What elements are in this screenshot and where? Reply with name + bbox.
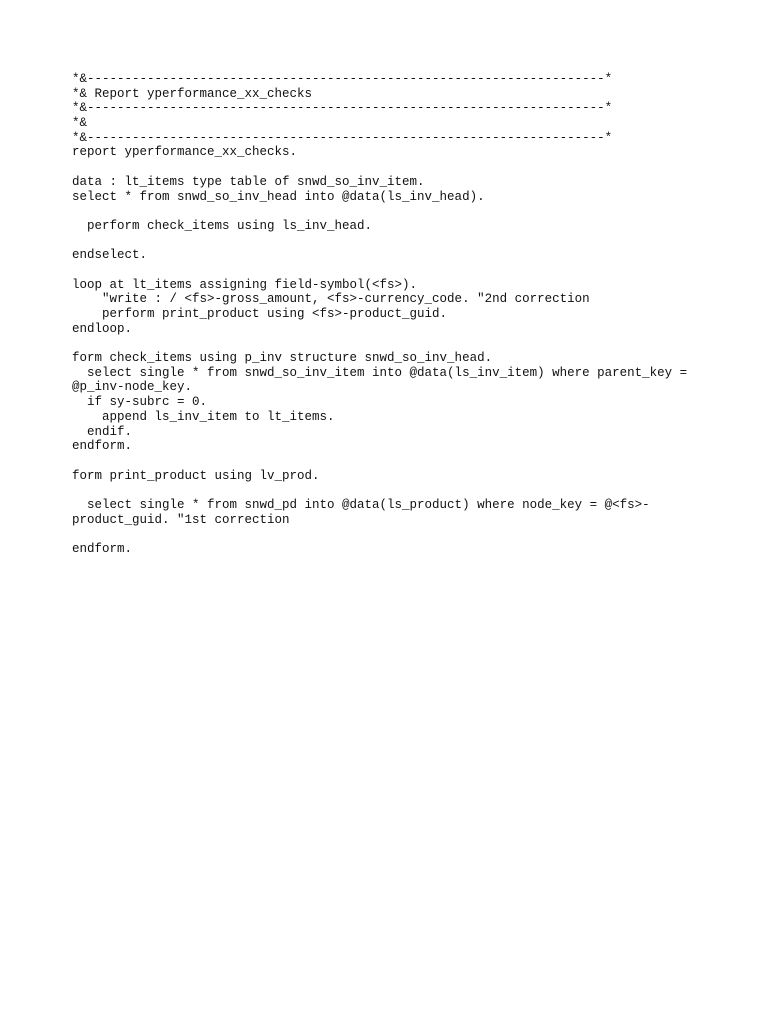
code-document <box>72 72 712 557</box>
code-line: endif. <box>72 424 133 439</box>
code-line: data : lt_items type table of snwd_so_inv_item. <box>72 174 425 189</box>
blank-line <box>72 234 712 249</box>
blank-line <box>72 160 712 175</box>
blank-line <box>72 454 712 469</box>
code-line: form check_items using p_inv structure snwd_so_inv_head. <box>72 351 493 366</box>
code-line: if sy-subrc = 0. <box>72 395 208 410</box>
code-line: endselect. <box>72 248 148 263</box>
comment-line: *& <box>72 116 88 131</box>
code-line: endform. <box>72 542 133 556</box>
code-line: append ls_inv_item to lt_items. <box>72 409 335 424</box>
code-line: endloop. <box>72 321 133 336</box>
code-line: @p_inv-node_key. <box>72 380 193 395</box>
comment-line: *&---------------------------------------------------------------------* <box>72 101 613 116</box>
code-line: select * from snwd_so_inv_head into @data(ls_inv_head). <box>72 189 485 204</box>
blank-line <box>72 204 712 219</box>
comment-line: *&---------------------------------------------------------------------* <box>72 130 613 145</box>
code-line: select single * from snwd_pd into @data(ls_product) where node_key = @<fs>- <box>72 497 650 512</box>
blank-line <box>72 263 712 278</box>
code-line: product_guid. "1st correction <box>72 512 290 527</box>
blank-line <box>72 336 712 351</box>
code-line: endform. <box>72 439 133 454</box>
comment-line: *& Report yperformance_xx_checks <box>72 86 313 101</box>
code-line: loop at lt_items assigning field-symbol(<fs>). <box>72 277 418 292</box>
code-line: perform print_product using <fs>-product_guid. <box>72 307 448 321</box>
code-line: "write : / <fs>-gross_amount, <fs>-currency_code. "2nd correction <box>72 292 590 307</box>
code-line: perform check_items using ls_inv_head. <box>72 218 373 233</box>
comment-line: *&---------------------------------------------------------------------* <box>72 72 613 86</box>
code-line: report yperformance_xx_checks. <box>72 145 298 160</box>
blank-line <box>72 527 712 542</box>
code-line: form print_product using lv_prod. <box>72 468 320 483</box>
blank-line <box>72 483 712 498</box>
code-line: select single * from snwd_so_inv_item into @data(ls_inv_item) where parent_key = <box>72 365 688 380</box>
